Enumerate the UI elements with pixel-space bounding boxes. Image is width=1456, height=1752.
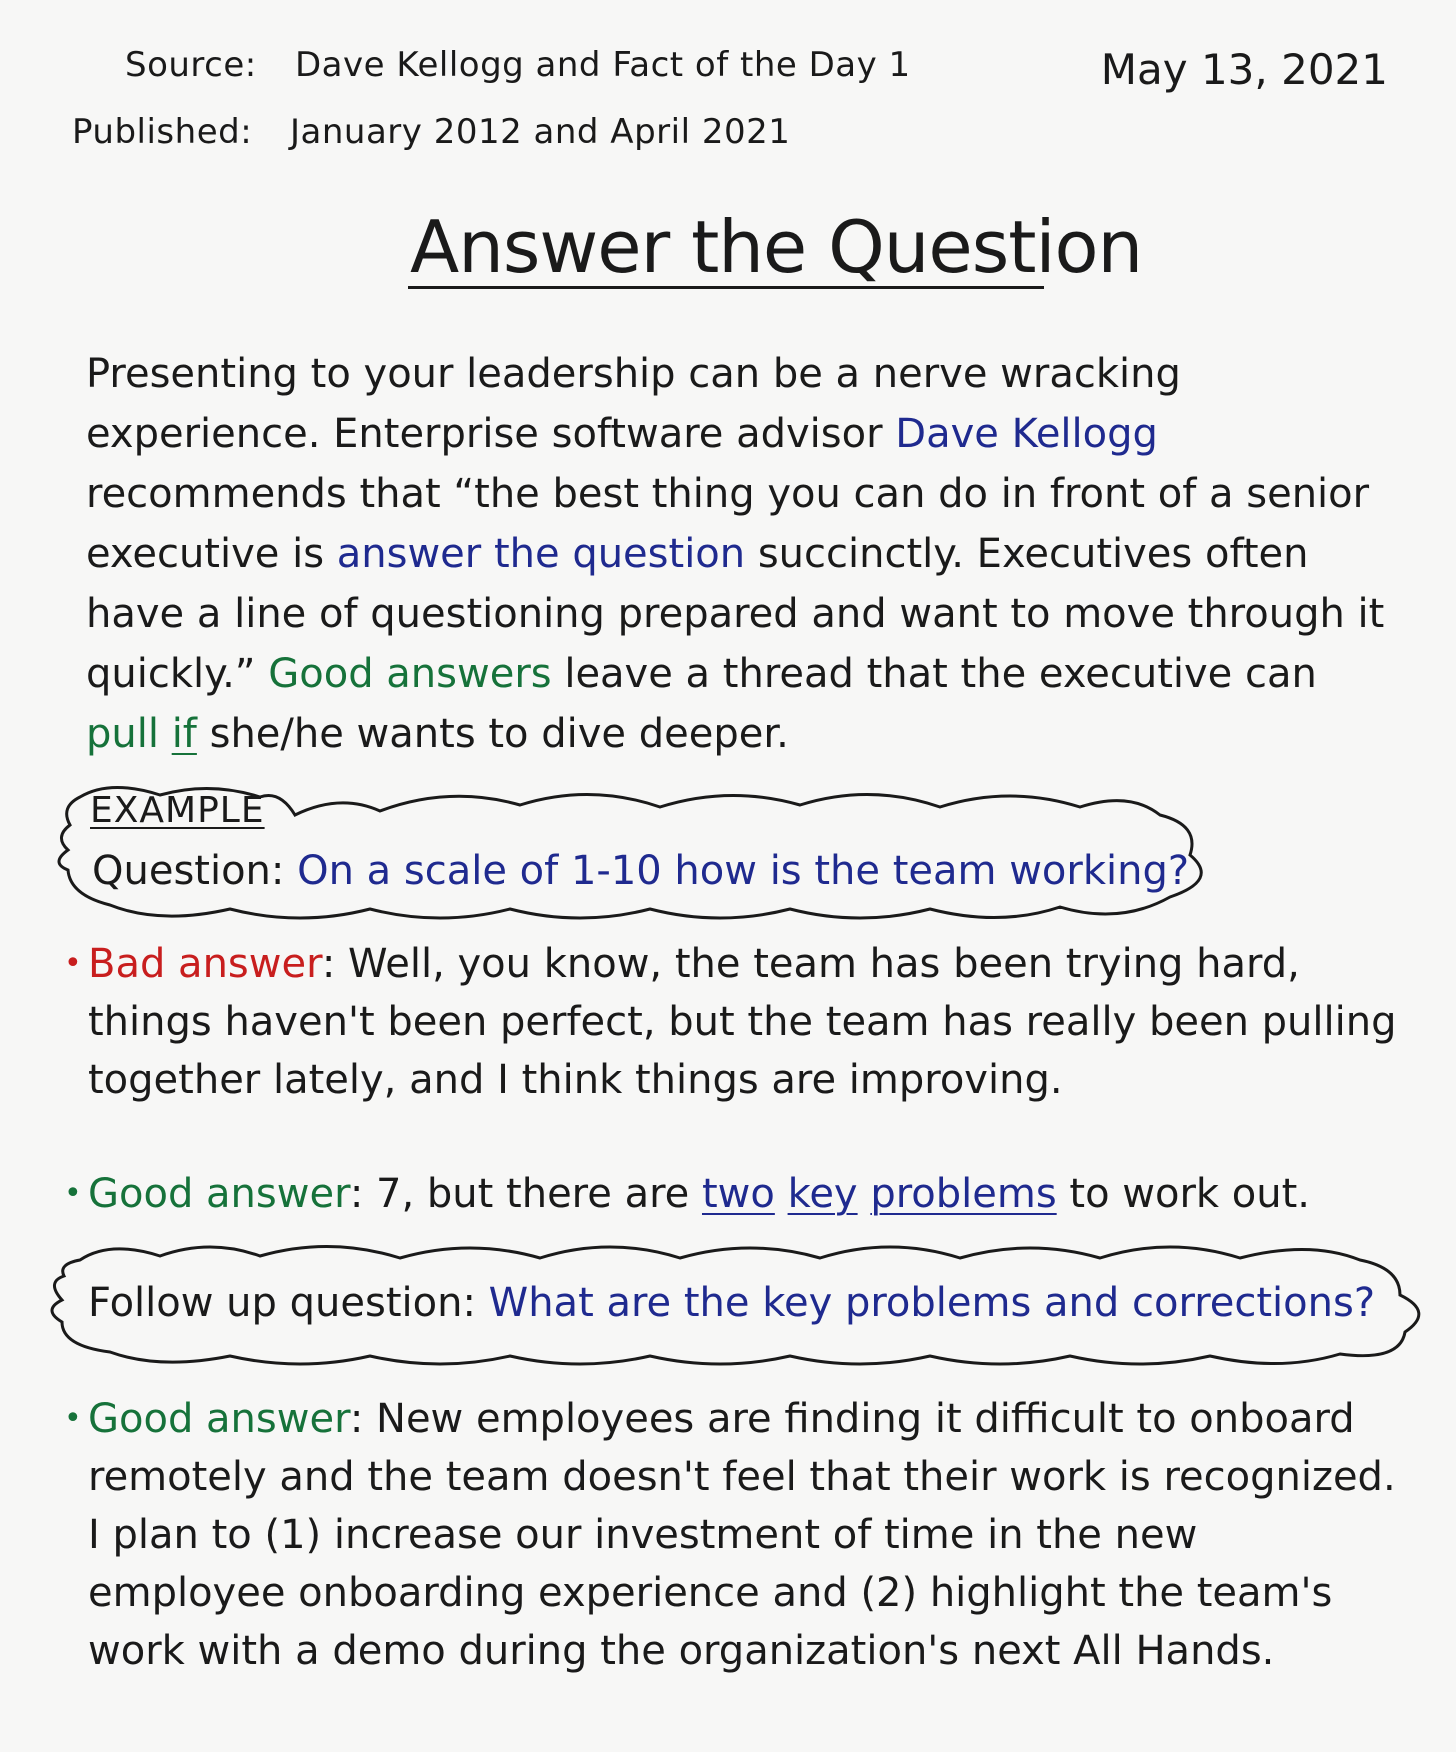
page-title: Answer the Question	[410, 205, 1143, 289]
intro-text-4: leave a thread that the executive can	[551, 651, 1317, 697]
intro-if: if	[171, 711, 197, 757]
question-label: Question:	[92, 848, 298, 894]
source-value: Dave Kellogg and Fact of the Day 1	[295, 45, 911, 85]
bad-answer-label: Bad answer	[88, 941, 322, 987]
good-answer-text-pre: : 7, but there are	[349, 1171, 702, 1217]
good-answer-text: : New employees are finding it difficult to onboard remotely and the team doesn't feel that their work is recognized. I plan to (1) increase our investment of time in the new employee onboarding experience and (2) highlight the team's work with a demo during the organization's next All Hands.	[88, 1396, 1396, 1674]
intro-name: Dave Kellogg	[895, 411, 1158, 457]
good-answer-underline-two: two	[701, 1171, 775, 1217]
source-row	[125, 45, 911, 85]
title-underline	[408, 286, 1044, 289]
intro-text-1: Presenting to your leadership can be a nerve wracking experience. Enterprise software advisor	[86, 351, 1181, 457]
good-answer-underline-problems: problems	[870, 1171, 1057, 1217]
published-row	[72, 112, 790, 152]
good-answer-underline-key: key	[787, 1171, 858, 1217]
bullet-dot: •	[64, 946, 82, 981]
good-answer-item	[64, 1390, 1398, 1680]
example-label: EXAMPLE	[90, 790, 265, 831]
bullet-dot: •	[64, 1176, 82, 1211]
bad-answer-text: : Well, you know, the team has been trying hard, things haven't been perfect, but the team has really been pulling together lately, and I think things are improving.	[88, 941, 1397, 1103]
published-value: January 2012 and April 2021	[290, 112, 791, 152]
intro-text-2: recommends that “the best thing you can do in front of a senior executive is	[86, 471, 1370, 577]
followup-question	[88, 1280, 1375, 1326]
published-label: Published:	[72, 112, 253, 152]
followup-text: What are the key problems and corrections?	[488, 1280, 1376, 1326]
followup-label: Follow up question:	[88, 1280, 489, 1326]
intro-pull: pull	[86, 711, 172, 757]
source-label: Source:	[125, 45, 257, 85]
good-answer-item	[64, 1165, 1398, 1223]
intro-paragraph	[86, 344, 1386, 764]
good-answer-label: Good answer	[88, 1396, 350, 1442]
example-question	[92, 848, 1189, 894]
bullet-dot: •	[64, 1401, 82, 1436]
question-text: On a scale of 1-10 how is the team working?	[297, 848, 1190, 894]
intro-text-5: she/he wants to dive deeper.	[196, 711, 789, 757]
good-answer-text-post: to work out.	[1056, 1171, 1311, 1217]
bad-answer-item	[64, 935, 1398, 1109]
good-answer-label: Good answer	[88, 1171, 350, 1217]
intro-emphasis: answer the question	[336, 531, 746, 577]
intro-good-answers: Good answers	[268, 651, 552, 697]
intro-text-3: succinctly. Executives often have a line of questioning prepared and want to move through it quickly.”	[86, 531, 1385, 697]
note-date: May 13, 2021	[1100, 45, 1388, 94]
